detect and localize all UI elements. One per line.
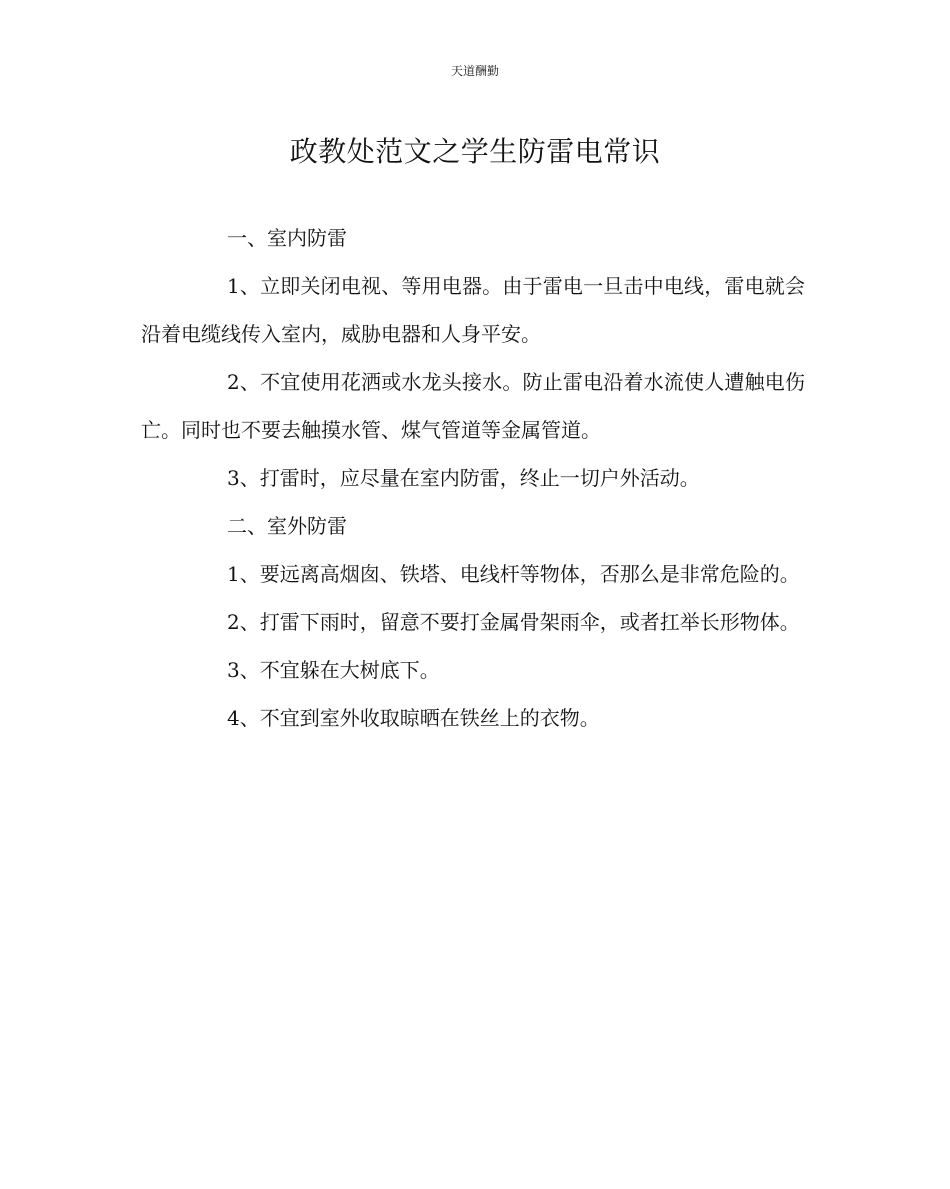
document-title: 政教处范文之学生防雷电常识	[289, 135, 661, 168]
indoor-item-2: 2、不宜使用花洒或水龙头接水。防止雷电沿着水流使人遭触电伤亡。同时也不要去触摸水管、煤气管道等金属管道。	[141, 370, 805, 442]
page-header: 天道酬勤	[450, 64, 499, 78]
outdoor-item-3: 3、不宜躲在大树底下。	[227, 658, 440, 682]
outdoor-item-2: 2、打雷下雨时，留意不要打金属骨架雨伞，或者扛举长形物体。	[227, 610, 800, 634]
document-body	[141, 214, 805, 742]
outdoor-item-4: 4、不宜到室外收取晾晒在铁丝上的衣物。	[227, 706, 600, 730]
section-heading-indoor: 一、室内防雷	[227, 226, 347, 250]
section-heading-outdoor: 二、室外防雷	[227, 514, 347, 538]
indoor-item-1: 1、立即关闭电视、等用电器。由于雷电一旦击中电线，雷电就会沿着电缆线传入室内，威胁电器和人身平安。	[141, 274, 805, 346]
outdoor-item-1: 1、要远离高烟囱、铁塔、电线杆等物体，否那么是非常危险的。	[227, 562, 800, 586]
indoor-item-3: 3、打雷时，应尽量在室内防雷，终止一切户外活动。	[227, 466, 700, 490]
